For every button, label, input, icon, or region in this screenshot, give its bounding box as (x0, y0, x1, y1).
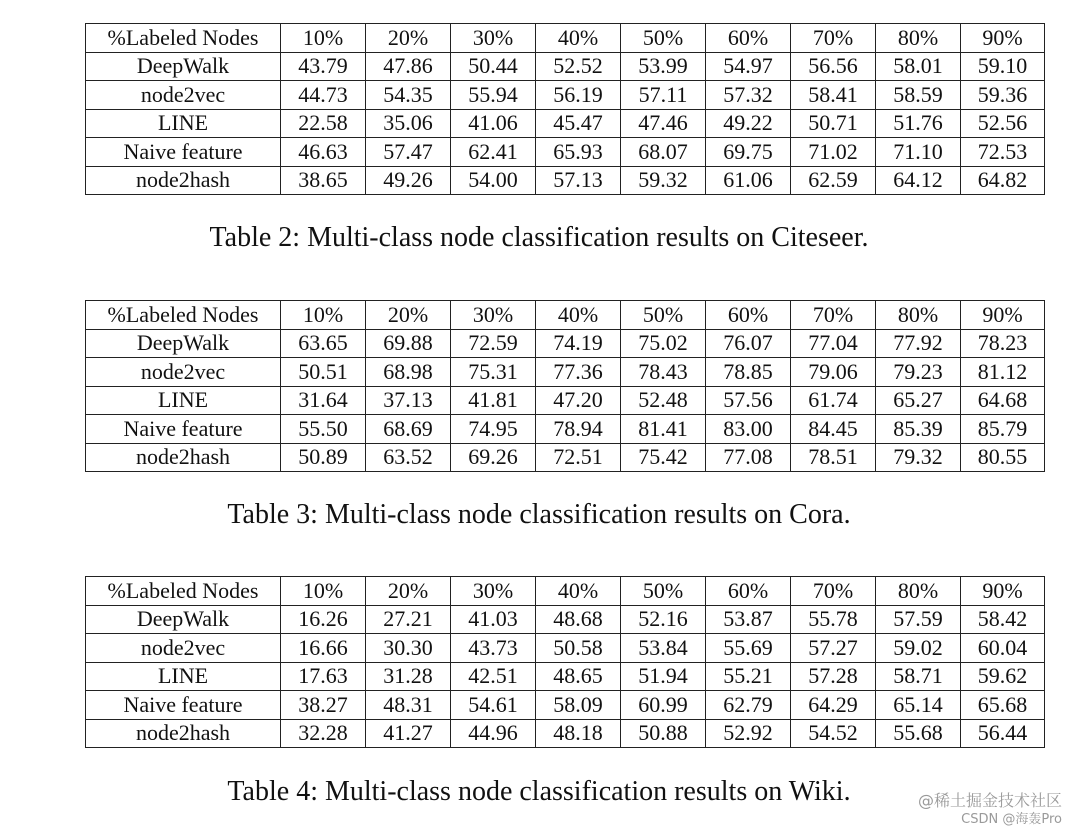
value-cell: 57.11 (621, 81, 706, 110)
table-wiki (85, 576, 1045, 748)
value-cell: 72.51 (536, 443, 621, 472)
column-header: 10% (281, 577, 366, 606)
table-row (86, 386, 1045, 415)
table-row (86, 719, 1045, 748)
value-cell: 46.63 (281, 138, 366, 167)
value-cell: 41.27 (366, 719, 451, 748)
value-cell: 78.43 (621, 358, 706, 387)
value-cell: 49.22 (706, 109, 791, 138)
value-cell: 53.99 (621, 52, 706, 81)
method-name-cell: DeepWalk (86, 605, 281, 634)
value-cell: 54.35 (366, 81, 451, 110)
table-row (86, 634, 1045, 663)
value-cell: 31.64 (281, 386, 366, 415)
value-cell: 81.12 (961, 358, 1045, 387)
column-header: 30% (451, 301, 536, 330)
column-header: 20% (366, 577, 451, 606)
method-name-cell: node2vec (86, 358, 281, 387)
table-row (86, 81, 1045, 110)
value-cell: 41.03 (451, 605, 536, 634)
value-cell: 65.27 (876, 386, 961, 415)
column-header: 50% (621, 301, 706, 330)
value-cell: 64.82 (961, 166, 1045, 195)
value-cell: 64.29 (791, 691, 876, 720)
value-cell: 48.31 (366, 691, 451, 720)
value-cell: 52.92 (706, 719, 791, 748)
value-cell: 44.73 (281, 81, 366, 110)
value-cell: 57.59 (876, 605, 961, 634)
value-cell: 77.04 (791, 329, 876, 358)
table-row (86, 138, 1045, 167)
value-cell: 17.63 (281, 662, 366, 691)
column-header: 10% (281, 301, 366, 330)
value-cell: 51.94 (621, 662, 706, 691)
value-cell: 59.10 (961, 52, 1045, 81)
value-cell: 79.32 (876, 443, 961, 472)
table-header-row (86, 24, 1045, 53)
value-cell: 32.28 (281, 719, 366, 748)
method-name-cell: LINE (86, 662, 281, 691)
value-cell: 55.21 (706, 662, 791, 691)
column-header: 40% (536, 577, 621, 606)
value-cell: 62.41 (451, 138, 536, 167)
table-row (86, 109, 1045, 138)
table-row (86, 329, 1045, 358)
value-cell: 58.41 (791, 81, 876, 110)
column-header: 30% (451, 577, 536, 606)
column-header: 70% (791, 301, 876, 330)
column-header-labeled-nodes: %Labeled Nodes (86, 577, 281, 606)
value-cell: 65.68 (961, 691, 1045, 720)
method-name-cell: node2hash (86, 166, 281, 195)
value-cell: 77.92 (876, 329, 961, 358)
value-cell: 77.08 (706, 443, 791, 472)
method-name-cell: DeepWalk (86, 52, 281, 81)
value-cell: 47.46 (621, 109, 706, 138)
column-header-labeled-nodes: %Labeled Nodes (86, 301, 281, 330)
value-cell: 50.89 (281, 443, 366, 472)
value-cell: 58.09 (536, 691, 621, 720)
value-cell: 57.27 (791, 634, 876, 663)
value-cell: 22.58 (281, 109, 366, 138)
value-cell: 42.51 (451, 662, 536, 691)
value-cell: 48.65 (536, 662, 621, 691)
value-cell: 60.99 (621, 691, 706, 720)
value-cell: 65.93 (536, 138, 621, 167)
column-header: 20% (366, 301, 451, 330)
value-cell: 43.73 (451, 634, 536, 663)
value-cell: 57.47 (366, 138, 451, 167)
method-name-cell: LINE (86, 386, 281, 415)
value-cell: 63.52 (366, 443, 451, 472)
value-cell: 78.94 (536, 415, 621, 444)
value-cell: 30.30 (366, 634, 451, 663)
value-cell: 72.53 (961, 138, 1045, 167)
value-cell: 44.96 (451, 719, 536, 748)
value-cell: 58.59 (876, 81, 961, 110)
column-header-labeled-nodes: %Labeled Nodes (86, 24, 281, 53)
table-caption-wiki: Table 4: Multi-class node classification results on Wiki. (227, 776, 851, 807)
method-name-cell: node2hash (86, 719, 281, 748)
column-header: 50% (621, 24, 706, 53)
value-cell: 77.36 (536, 358, 621, 387)
method-name-cell: Naive feature (86, 415, 281, 444)
value-cell: 75.31 (451, 358, 536, 387)
value-cell: 54.52 (791, 719, 876, 748)
value-cell: 58.42 (961, 605, 1045, 634)
column-header: 10% (281, 24, 366, 53)
column-header: 60% (706, 24, 791, 53)
value-cell: 56.56 (791, 52, 876, 81)
column-header: 90% (961, 577, 1045, 606)
column-header: 90% (961, 301, 1045, 330)
value-cell: 53.84 (621, 634, 706, 663)
value-cell: 78.23 (961, 329, 1045, 358)
value-cell: 62.79 (706, 691, 791, 720)
table-row (86, 358, 1045, 387)
column-header: 40% (536, 24, 621, 53)
watermark-juejin: @稀土掘金技术社区 (917, 791, 1062, 810)
column-header: 20% (366, 24, 451, 53)
value-cell: 47.86 (366, 52, 451, 81)
table-caption-cora: Table 3: Multi-class node classification results on Cora. (227, 499, 851, 530)
value-cell: 60.04 (961, 634, 1045, 663)
value-cell: 55.94 (451, 81, 536, 110)
value-cell: 37.13 (366, 386, 451, 415)
value-cell: 47.20 (536, 386, 621, 415)
value-cell: 79.06 (791, 358, 876, 387)
table-row (86, 443, 1045, 472)
value-cell: 69.26 (451, 443, 536, 472)
value-cell: 85.79 (961, 415, 1045, 444)
value-cell: 48.68 (536, 605, 621, 634)
column-header: 60% (706, 577, 791, 606)
value-cell: 59.02 (876, 634, 961, 663)
value-cell: 54.61 (451, 691, 536, 720)
column-header: 70% (791, 577, 876, 606)
value-cell: 68.69 (366, 415, 451, 444)
value-cell: 49.26 (366, 166, 451, 195)
table-row (86, 166, 1045, 195)
value-cell: 58.71 (876, 662, 961, 691)
value-cell: 41.81 (451, 386, 536, 415)
column-header: 60% (706, 301, 791, 330)
value-cell: 55.78 (791, 605, 876, 634)
table-cora (85, 300, 1045, 472)
value-cell: 55.68 (876, 719, 961, 748)
value-cell: 71.10 (876, 138, 961, 167)
value-cell: 74.19 (536, 329, 621, 358)
method-name-cell: node2hash (86, 443, 281, 472)
method-name-cell: DeepWalk (86, 329, 281, 358)
value-cell: 74.95 (451, 415, 536, 444)
value-cell: 53.87 (706, 605, 791, 634)
table-row (86, 662, 1045, 691)
value-cell: 54.97 (706, 52, 791, 81)
value-cell: 31.28 (366, 662, 451, 691)
value-cell: 85.39 (876, 415, 961, 444)
value-cell: 56.19 (536, 81, 621, 110)
value-cell: 50.58 (536, 634, 621, 663)
value-cell: 16.66 (281, 634, 366, 663)
watermark-csdn: CSDN @海轰Pro (961, 812, 1062, 827)
value-cell: 52.56 (961, 109, 1045, 138)
value-cell: 68.07 (621, 138, 706, 167)
value-cell: 56.44 (961, 719, 1045, 748)
table-row (86, 691, 1045, 720)
method-name-cell: Naive feature (86, 138, 281, 167)
value-cell: 57.13 (536, 166, 621, 195)
value-cell: 61.06 (706, 166, 791, 195)
value-cell: 64.12 (876, 166, 961, 195)
value-cell: 61.74 (791, 386, 876, 415)
value-cell: 38.65 (281, 166, 366, 195)
value-cell: 63.65 (281, 329, 366, 358)
value-cell: 65.14 (876, 691, 961, 720)
value-cell: 84.45 (791, 415, 876, 444)
value-cell: 68.98 (366, 358, 451, 387)
table-header-row (86, 577, 1045, 606)
value-cell: 59.36 (961, 81, 1045, 110)
value-cell: 81.41 (621, 415, 706, 444)
table-row (86, 52, 1045, 81)
value-cell: 59.32 (621, 166, 706, 195)
method-name-cell: LINE (86, 109, 281, 138)
value-cell: 57.32 (706, 81, 791, 110)
value-cell: 38.27 (281, 691, 366, 720)
value-cell: 41.06 (451, 109, 536, 138)
value-cell: 83.00 (706, 415, 791, 444)
column-header: 80% (876, 301, 961, 330)
method-name-cell: Naive feature (86, 691, 281, 720)
value-cell: 69.88 (366, 329, 451, 358)
column-header: 90% (961, 24, 1045, 53)
value-cell: 59.62 (961, 662, 1045, 691)
value-cell: 52.16 (621, 605, 706, 634)
value-cell: 52.52 (536, 52, 621, 81)
table-row (86, 605, 1045, 634)
value-cell: 75.42 (621, 443, 706, 472)
value-cell: 57.28 (791, 662, 876, 691)
value-cell: 57.56 (706, 386, 791, 415)
value-cell: 52.48 (621, 386, 706, 415)
value-cell: 50.51 (281, 358, 366, 387)
value-cell: 45.47 (536, 109, 621, 138)
value-cell: 71.02 (791, 138, 876, 167)
value-cell: 62.59 (791, 166, 876, 195)
value-cell: 72.59 (451, 329, 536, 358)
value-cell: 75.02 (621, 329, 706, 358)
value-cell: 78.85 (706, 358, 791, 387)
value-cell: 79.23 (876, 358, 961, 387)
value-cell: 50.88 (621, 719, 706, 748)
column-header: 80% (876, 24, 961, 53)
column-header: 80% (876, 577, 961, 606)
value-cell: 50.71 (791, 109, 876, 138)
value-cell: 51.76 (876, 109, 961, 138)
value-cell: 55.50 (281, 415, 366, 444)
value-cell: 35.06 (366, 109, 451, 138)
value-cell: 69.75 (706, 138, 791, 167)
value-cell: 48.18 (536, 719, 621, 748)
column-header: 70% (791, 24, 876, 53)
value-cell: 55.69 (706, 634, 791, 663)
value-cell: 64.68 (961, 386, 1045, 415)
value-cell: 43.79 (281, 52, 366, 81)
value-cell: 50.44 (451, 52, 536, 81)
column-header: 40% (536, 301, 621, 330)
table-row (86, 415, 1045, 444)
value-cell: 54.00 (451, 166, 536, 195)
value-cell: 78.51 (791, 443, 876, 472)
table-header-row (86, 301, 1045, 330)
value-cell: 80.55 (961, 443, 1045, 472)
value-cell: 58.01 (876, 52, 961, 81)
table-citeseer (85, 23, 1045, 195)
value-cell: 76.07 (706, 329, 791, 358)
column-header: 50% (621, 577, 706, 606)
value-cell: 16.26 (281, 605, 366, 634)
column-header: 30% (451, 24, 536, 53)
method-name-cell: node2vec (86, 634, 281, 663)
method-name-cell: node2vec (86, 81, 281, 110)
table-caption-citeseer: Table 2: Multi-class node classification results on Citeseer. (209, 222, 869, 253)
value-cell: 27.21 (366, 605, 451, 634)
